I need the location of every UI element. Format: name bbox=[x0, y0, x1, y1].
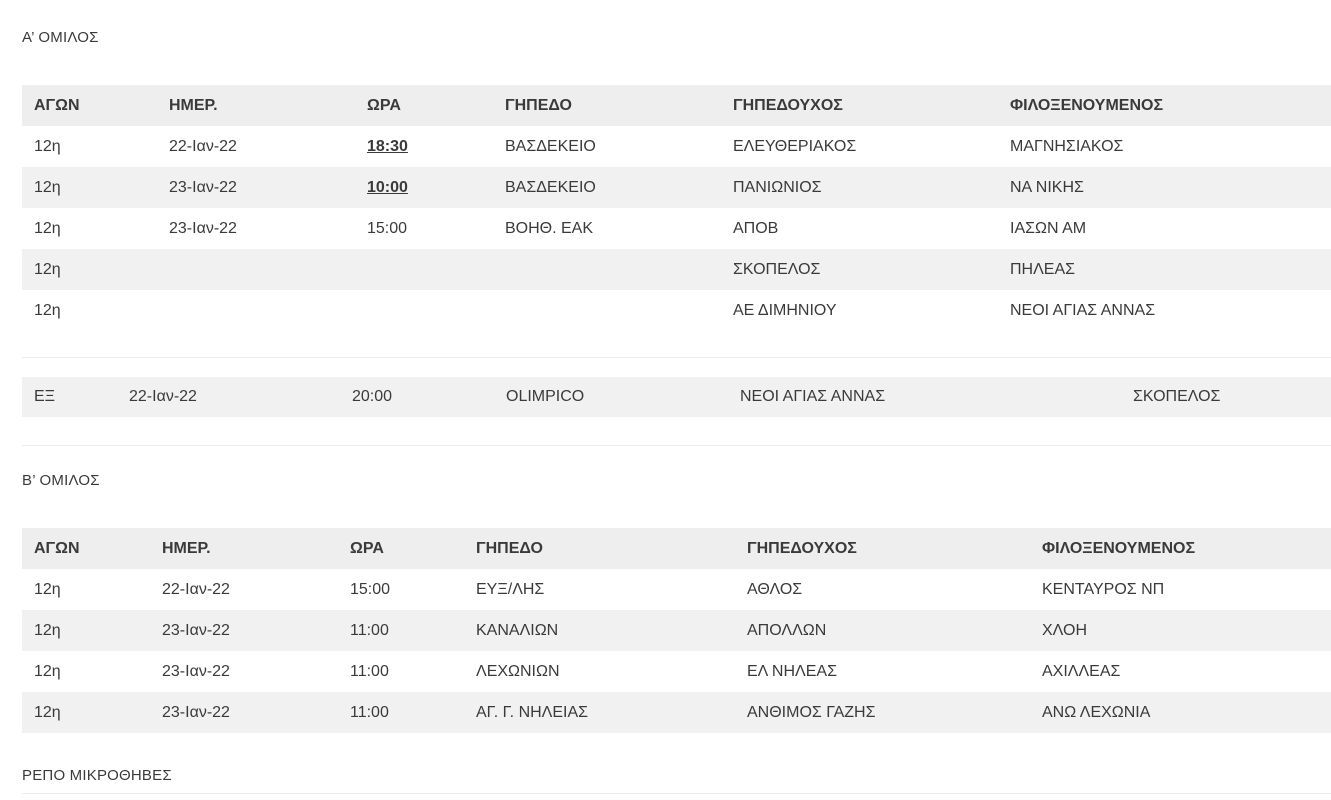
cell-date: 22-Ιαν-22 bbox=[157, 126, 355, 167]
time-link[interactable]: 18:30 bbox=[367, 137, 408, 155]
cell-round: 12η bbox=[22, 651, 150, 692]
table-row bbox=[22, 290, 1331, 331]
cell-time: 11:00 bbox=[338, 610, 464, 651]
cell-time bbox=[355, 249, 493, 290]
divider bbox=[22, 793, 1331, 794]
cell-home: ΣΚΟΠΕΛΟΣ bbox=[721, 249, 998, 290]
cell-round: 12η bbox=[22, 569, 150, 610]
cell-away: ΑΧΙΛΛΕΑΣ bbox=[1030, 651, 1331, 692]
cell-home: ΑΘΛΟΣ bbox=[735, 569, 1030, 610]
time-link[interactable]: 10:00 bbox=[367, 178, 408, 196]
header-time: ΩΡΑ bbox=[355, 85, 493, 126]
cell-round: 12η bbox=[22, 167, 157, 208]
header-date: ΗΜΕΡ. bbox=[157, 85, 355, 126]
group-a-table bbox=[22, 85, 1331, 331]
table-header-row bbox=[22, 85, 1331, 126]
rep-section-title: ΡΕΠΟ ΜΙΚΡΟΘΗΒΕΣ bbox=[22, 767, 172, 784]
cell-home: ΠΑΝΙΩΝΙΟΣ bbox=[721, 167, 998, 208]
table-row bbox=[22, 249, 1331, 290]
divider bbox=[22, 445, 1331, 446]
cell-time: 15:00 bbox=[338, 569, 464, 610]
cell-time: 11:00 bbox=[338, 692, 464, 733]
header-venue: ΓΗΠΕΔΟ bbox=[493, 85, 721, 126]
cell-time: 11:00 bbox=[338, 651, 464, 692]
table-row bbox=[22, 610, 1331, 651]
cell-home: ΕΛΕΥΘΕΡΙΑΚΟΣ bbox=[721, 126, 998, 167]
cell-home: ΕΛ ΝΗΛΕΑΣ bbox=[735, 651, 1030, 692]
cell-date: 23-Ιαν-22 bbox=[150, 692, 338, 733]
extra-away: ΣΚΟΠΕΛΟΣ bbox=[1133, 388, 1221, 405]
header-away: ΦΙΛΟΞΕΝΟΥΜΕΝΟΣ bbox=[998, 85, 1331, 126]
cell-away: ΙΑΣΩΝ ΑΜ bbox=[998, 208, 1331, 249]
extra-venue: OLIMPICO bbox=[506, 388, 585, 405]
cell-away: ΝΕΟΙ ΑΓΙΑΣ ΑΝΝΑΣ bbox=[998, 290, 1331, 331]
cell-date: 23-Ιαν-22 bbox=[150, 651, 338, 692]
group-b-table bbox=[22, 528, 1331, 733]
cell-venue: ΑΓ. Γ. ΝΗΛΕΙΑΣ bbox=[464, 692, 735, 733]
cell-venue bbox=[493, 290, 721, 331]
group-a-title: Α’ ΟΜΙΛΟΣ bbox=[22, 29, 99, 46]
cell-date: 23-Ιαν-22 bbox=[150, 610, 338, 651]
table-row bbox=[22, 569, 1331, 610]
cell-round: 12η bbox=[22, 126, 157, 167]
header-round: ΑΓΩΝ bbox=[22, 528, 150, 569]
header-venue: ΓΗΠΕΔΟ bbox=[464, 528, 735, 569]
cell-time bbox=[355, 167, 493, 208]
cell-round: 12η bbox=[22, 610, 150, 651]
cell-home: ΑΠΟΛΛΩΝ bbox=[735, 610, 1030, 651]
cell-date bbox=[157, 290, 355, 331]
header-round: ΑΓΩΝ bbox=[22, 85, 157, 126]
extra-home: ΝΕΟΙ ΑΓΙΑΣ ΑΝΝΑΣ bbox=[740, 388, 886, 405]
cell-away: ΝΑ ΝΙΚΗΣ bbox=[998, 167, 1331, 208]
table-header-row bbox=[22, 528, 1331, 569]
cell-venue: ΕΥΞ/ΛΗΣ bbox=[464, 569, 735, 610]
cell-home: ΑΝΘΙΜΟΣ ΓΑΖΗΣ bbox=[735, 692, 1030, 733]
cell-away: ΑΝΩ ΛΕΧΩΝΙΑ bbox=[1030, 692, 1331, 733]
extra-date: 22-Ιαν-22 bbox=[129, 388, 197, 405]
cell-away: ΜΑΓΝΗΣΙΑΚΟΣ bbox=[998, 126, 1331, 167]
cell-venue: ΒΑΣΔΕΚΕΙΟ bbox=[493, 126, 721, 167]
cell-round: 12η bbox=[22, 692, 150, 733]
group-b-title: Β’ ΟΜΙΛΟΣ bbox=[22, 472, 100, 489]
cell-round: 12η bbox=[22, 249, 157, 290]
cell-venue bbox=[493, 249, 721, 290]
cell-home: ΑΠΟΒ bbox=[721, 208, 998, 249]
cell-away: ΧΛΟΗ bbox=[1030, 610, 1331, 651]
header-away: ΦΙΛΟΞΕΝΟΥΜΕΝΟΣ bbox=[1030, 528, 1331, 569]
table-row bbox=[22, 692, 1331, 733]
cell-venue: ΚΑΝΑΛΙΩΝ bbox=[464, 610, 735, 651]
header-date: ΗΜΕΡ. bbox=[150, 528, 338, 569]
extra-round: ΕΞ bbox=[34, 388, 56, 405]
cell-date: 23-Ιαν-22 bbox=[157, 208, 355, 249]
table-row bbox=[22, 167, 1331, 208]
header-home: ΓΗΠΕΔΟΥΧΟΣ bbox=[721, 85, 998, 126]
cell-away: ΚΕΝΤΑΥΡΟΣ ΝΠ bbox=[1030, 569, 1331, 610]
table-row bbox=[22, 208, 1331, 249]
cell-round: 12η bbox=[22, 290, 157, 331]
cell-date bbox=[157, 249, 355, 290]
cell-home: ΑΕ ΔΙΜΗΝΙΟΥ bbox=[721, 290, 998, 331]
divider bbox=[22, 357, 1331, 358]
cell-away: ΠΗΛΕΑΣ bbox=[998, 249, 1331, 290]
extra-time: 20:00 bbox=[352, 388, 393, 405]
cell-time bbox=[355, 126, 493, 167]
cell-venue: ΛΕΧΩΝΙΩΝ bbox=[464, 651, 735, 692]
extra-match-row bbox=[22, 377, 1331, 417]
cell-venue: ΒΟΗΘ. ΕΑΚ bbox=[493, 208, 721, 249]
cell-date: 22-Ιαν-22 bbox=[150, 569, 338, 610]
cell-date: 23-Ιαν-22 bbox=[157, 167, 355, 208]
cell-time bbox=[355, 290, 493, 331]
header-home: ΓΗΠΕΔΟΥΧΟΣ bbox=[735, 528, 1030, 569]
cell-round: 12η bbox=[22, 208, 157, 249]
table-row bbox=[22, 651, 1331, 692]
table-row bbox=[22, 126, 1331, 167]
cell-venue: ΒΑΣΔΕΚΕΙΟ bbox=[493, 167, 721, 208]
header-time: ΩΡΑ bbox=[338, 528, 464, 569]
cell-time: 15:00 bbox=[355, 208, 493, 249]
